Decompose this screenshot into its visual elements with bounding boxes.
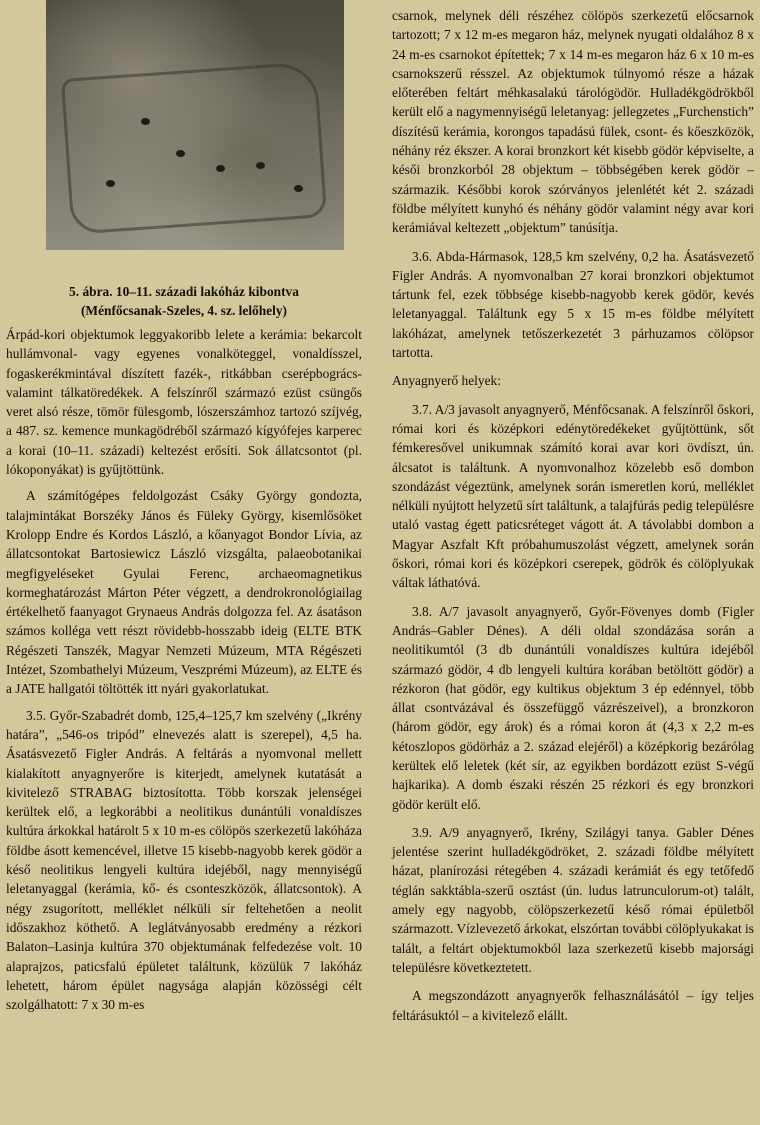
caption-line-2: (Ménfőcsanak-Szeles, 4. sz. lelőhely) [80, 303, 288, 318]
paragraph: 3.8. A/7 javasolt anyagnyerő, Győr-Fövenyes domb (Figler András–Gabler Dénes). A déli oldal szondázása során a neolitikumtól (3 db dunántúli vonaldíszes kultúra idejéből származó gödör, 4 db lengyeli kultúra korában betöltött gödör) a rézkoron (hat gödör, egy kultikus objektum 3 ép edénnyel, több állat csontvázával és összefüggő vázrészeivel), a bronzkoron (három gödör, egy árok) és a római koron át (4,3 x 2,2 m-es kétoszlopos gödörház a 2. század elejéről) a középkorig bezárólag kerültek elő leletek (két sír, az egyikben bordázott ezüst S-végű hajkarika). A domb északi részén 25 rézkori és egy bronzkori gödör került elő. [392, 603, 754, 812]
paragraph: Árpád-kori objektumok leggyakoribb lelete a kerámia: bekarcolt hullámvonal- vagy egyenes vonalköteggel, vonaldísszel, fogaskerékmintával díszített fazék-, ritkábban cserépbogrács- valamint tálkatöredékek. A felszínről származó ezüst csüngős veret alsó része, tömör fülesgomb, lószerszámhoz tartozó szíjvég, a 487. sz. kemence munkagödréből származó kígyófejes karperec a korai (10–11. századi) keltezést erősíti. Sok állatcsontot (pl. lókoponyákat) is gyűjtöttünk. [6, 327, 362, 478]
figure-caption [6, 282, 362, 320]
post-hole [216, 165, 225, 172]
post-hole [294, 185, 303, 192]
post-hole [106, 180, 115, 187]
section-heading: Anyagnyerő helyek: [392, 373, 501, 389]
paragraph: 3.6. Abda-Hármasok, 128,5 km szelvény, 0,2 ha. Ásatásvezető Figler András. A nyomvonalban 27 korai bronzkori objektumot tártunk fel, ezek többsége kisebb-nagyobb kerek gödör, kevés leletanyaggal. Találtunk egy 5 x 15 m-es földbe mélyített lakóházat, amelynek tetőszerkezetét 3 párhuzamos cölöpsor tartotta. [392, 248, 754, 361]
excavation-photo [46, 0, 344, 250]
left-body-text [6, 325, 362, 1014]
right-body-text [392, 6, 754, 1034]
paragraph: A számítógépes feldolgozást Csáky György gondozta, talajmintákat Borszéky János és Füleky György, kisemlősöket Krolopp Endre és Kordos László, a kőanyagot Bondor Lívia, az állatcsontokat Bartosiewicz László vizsgálta, palaeobotanikai megfigyeléseket Gyulai Ferenc, archaeomagnetikus kormeghatározást Márton Péter végzett, a dendrokronológiailag értékelhető faanyagot Grynaeus András dolgozza fel. Az ásatáson számos kolléga vett részt rövidebb-hosszabb ideig (ELTE BTK Régészeti Tanszék, Magyar Nemzeti Múzeum, MTA Régészeti Intézet, Szombathelyi Múzeum, Veszprémi Múzeum), az ELTE és a JATE hallgatói töltötték itt nyári gyakorlatukat. [6, 488, 362, 697]
paragraph: csarnok, melynek déli részéhez cölöpös szerkezetű előcsarnok tartozott; 7 x 12 m-es megaron ház, melynek nyugati oldalához 8 x 24 m-es csarnokot építettek; 7 x 14 m-es megaron ház 6 x 10 m-es csarnokszerű résszel. Az objektumok túlnyomó része a házak előterében feltárt méhkasalakú tárológödör. Hulladékgödrökből került elő a nagymennyiségű leletanyag: jellegzetes „Furchenstich” díszítésű kerámia, korongos tapadású fülek, csont- és kőeszközök, néhány réz ékszer. A korai bronzkort két kisebb gödör képviselte, a késői bronzkorból 28 objektum – többségében kerek gödör – származik. Későbbi korok szórványos jelenlétét két 2. századi földbe mélyített kunyhó és néhány gödör valamint négy avar kori kerámiával keltezett „objektum” tanúsítja. [392, 8, 754, 236]
post-hole [176, 150, 185, 157]
caption-line-1: 5. ábra. 10–11. századi lakóház kibontva [69, 284, 299, 299]
paragraph: 3.7. A/3 javasolt anyagnyerő, Ménfőcsanak. A felszínről őskori, római kori és középkori edénytöredékeket gyűjtöttünk, sőt fémkeresővel unikumnak számító korai avar kori övdíszt, ún. álcsatot is találtunk. A nyomvonalhoz közelebb eső dombon szondázást végeztünk, amelynek során ismeretlen korú, melléklet nélküli nyújtott helyzetű sírt találtunk, a talajfúrás pedig településre utaló vastag égett paticsréteget vágott át. A távolabbi dombon a Magyar Aszfalt Kft próbahumuszolást végzett, amelynek során őskori, római kori és középkori cserepek, gödrök és cölöplyukak váltak láthatóvá. [392, 401, 754, 591]
house-outline [61, 61, 327, 234]
post-hole [141, 118, 150, 125]
paragraph: 3.9. A/9 anyagnyerő, Ikrény, Szilágyi tanya. Gabler Dénes jelentése szerint hulladékgödröket, 2. századi földbe mélyített házat, planírozási rétegében 4. századi kerámiát és egy tetőfedő téglán sakktábla-szerű osztást (ún. ludus latrunculorum-ot) talált, amely egy nagyobb, cölöpszerkezetű késő római épületből származott. Vízlevezető árkokat, elszórtan további cölöplyukakat is talált, a feltárt objektumokból laza szerkezetű kisebb majorsági településre következtetett. [392, 824, 754, 975]
paragraph: A megszondázott anyagnyerők felhasználásától – így teljes feltárásuktól – a kivitelező elállt. [392, 988, 754, 1023]
post-hole [256, 162, 265, 169]
paragraph: 3.5. Győr-Szabadrét domb, 125,4–125,7 km szelvény („Ikrény határa”, „546-os tripód” elnevezés alatt is szerepel), 4,5 ha. Ásatásvezető Figler András. A feltárás a nyomvonal mellett kialakított anyagnyerőre is kiterjedt, amelynek kutatását a kivitelező STRABAG biztosította. Több korszak jelenségei kerültek elő, a legkorábbi a neolitikus dunántúli vonaldíszes kultúra árkokkal határolt 5 x 10 m-es cölöpös szerkezetű lakóháza földbe ásott kemencével, illetve 15 kisebb-nagyobb kerek gödör a késő neolitikus lengyeli kultúra idejéből, nagy mennyiségű leletanyaggal (kerámia, kő- és csonteszközök, állatcsontok). A négy zsugorított, melléklet nélküli sír feltehetően a neolit időszakhoz köthető. A leglátványosabb eredmény a rézkori Balaton–Lasinja kultúra 370 objektumának felfedezése volt. 10 alaprajzos, paticsfalú épületet találtunk, közülük 7 lakóház lehetett, három épület nagysága alapján közösségi célt szolgálhatott: 7 x 30 m-es [6, 707, 362, 1013]
